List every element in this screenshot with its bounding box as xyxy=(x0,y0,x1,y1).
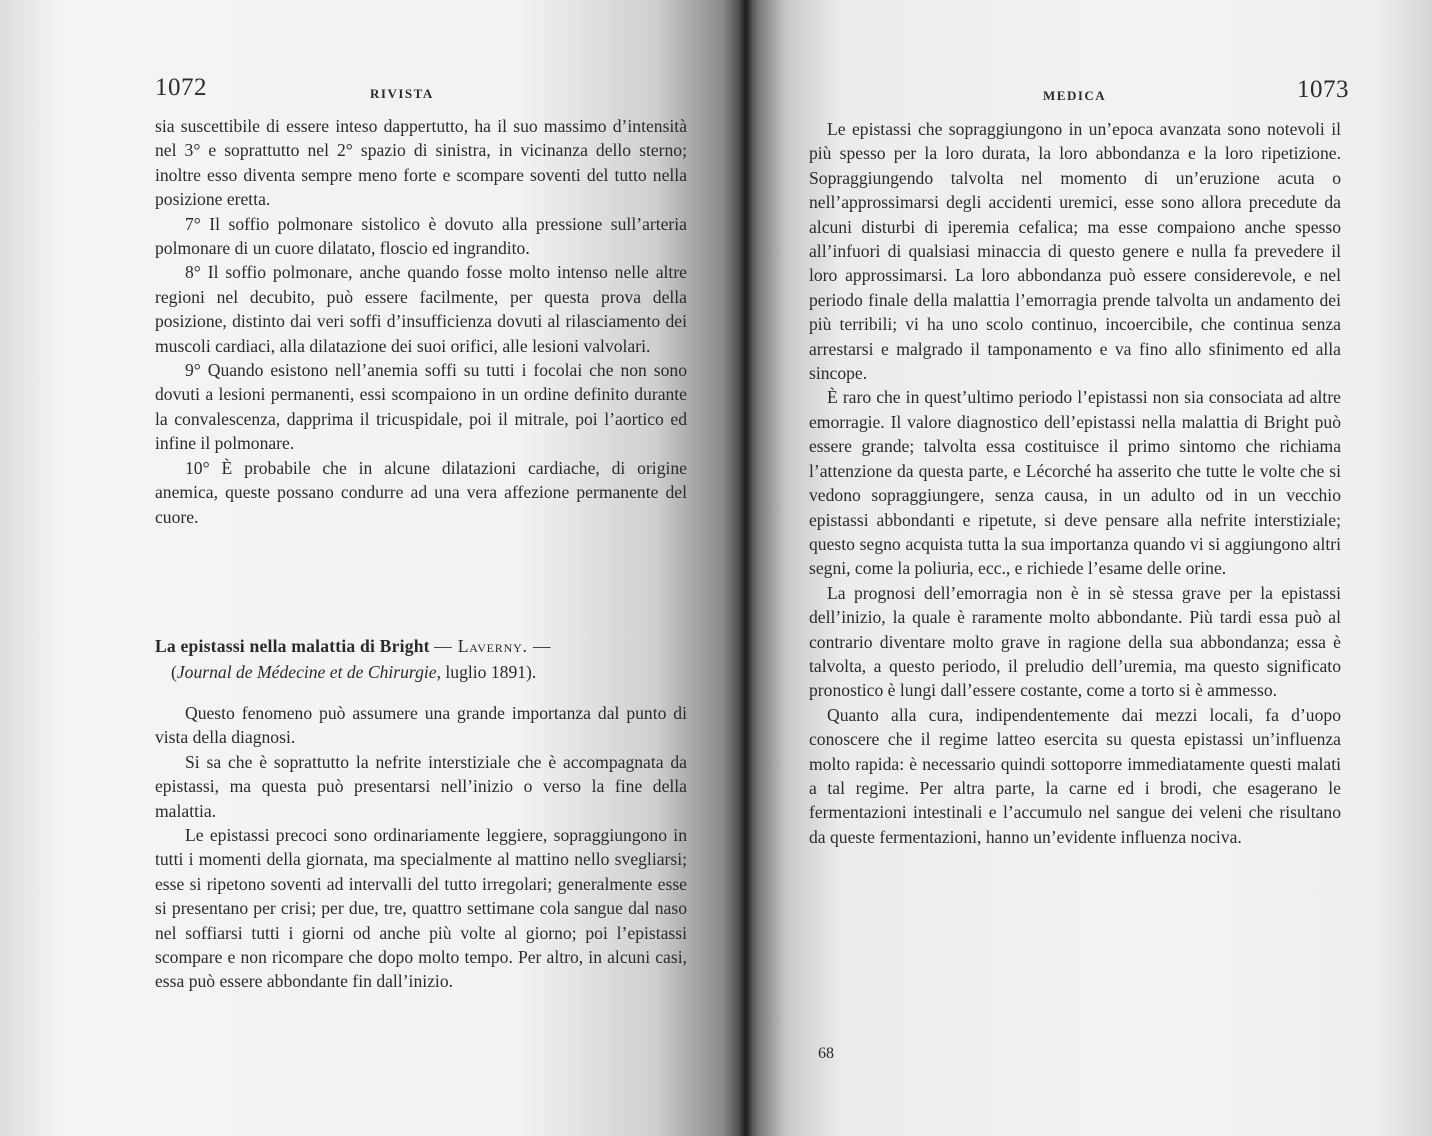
paragraph: 8° Il soffio polmonare, anche quando fosse molto intenso nelle altre regioni nel decubito, può essere facilmente, per questa prova della posizione, distinto dai veri soffi d’insufficienza dovuti al rilasciamento dei muscoli cardiaci, alla dilatazione dei suoi orifici, alle lesioni valvolari. xyxy=(155,262,687,356)
body-text xyxy=(809,117,1341,849)
paragraph: 9° Quando esistono nell’anemia soffi su tutti i focolai che non sono dovuti a lesioni permanenti, essi scompaiono in un ordine definito durante la convalescenza, dapprima il tricuspidale, poi il mitrale, poi l’aortico ed infine il polmonare. xyxy=(155,360,687,454)
paragraph: Questo fenomeno può assumere una grande importanza dal punto di vista della diagnosi. xyxy=(155,703,687,748)
paragraph: Si sa che è soprattutto la nefrite interstiziale che è accompagnata da epistassi, ma questa può presentarsi nell’inizio o verso la fine della malattia. xyxy=(155,751,687,821)
page-number: 1072 xyxy=(155,74,207,101)
paragraph: Le epistassi che sopraggiungono in un’epoca avanzata sono notevoli il più spesso per la loro durata, la loro abbondanza e la loro ripetizione. Sopraggiungendo talvolta nel momento di un’eruzione acuta o nell’approssimarsi degli accidenti uremici, esse sono allora precedute da alcuni disturbi di iperemia cefalica; ma esse compaiono anche spesso all’infuori di qualsiasi minaccia di questo genere e nulla fa prevedere il loro approssimarsi. La loro abbondanza può essere considerevole, e nel periodo finale della malattia l’emorragia prende talvolta un andamento dei più terribili; vi ha uno scolo continuo, incoercibile, che continua senza arrestarsi e malgrado il tamponamento e va fino allo sfinimento ed alla sincope. xyxy=(809,119,1341,384)
running-head: RIVISTA xyxy=(370,86,434,101)
article-date: luglio 1891). xyxy=(441,662,537,682)
body-text-top xyxy=(155,114,687,529)
paragraph: sia suscettibile di essere inteso dappertutto, ha il suo massimo d’intensità nel 3° e soprattutto nel 2° spazio di sinistra, in vicinanza dello sterno; inoltre esso diventa sempre meno forte e scompare soventi del tutto nella posizione eretta. xyxy=(155,116,687,210)
signature-number: 68 xyxy=(818,1045,834,1062)
body-text-bottom xyxy=(155,701,687,994)
paragraph: 7° Il soffio polmonare sistolico è dovuto alla pressione sull’arteria polmonare di un cuore dilatato, floscio ed ingrandito. xyxy=(155,213,687,259)
article-title: La epistassi nella malattia di Bright xyxy=(155,636,430,656)
article-source xyxy=(155,659,690,685)
paragraph: Le epistassi precoci sono ordinariamente leggiere, sopraggiungono in tutti i momenti della giornata, ma specialmente al mattino nello svegliarsi; esse si ripetono soventi ad intervalli del tutto irregolari; generalmente esse si presentano per crisi; per due, tre, quattro settimane cola sangue dal naso nel soffiarsi tutti i giorni od anche più volte al giorno; poi l’epistassi scompare e non ricompare che dopo molto tempo. Per altro, in alcuni casi, essa può essere abbondante fin dall’inizio. xyxy=(155,825,687,992)
page-number: 1073 xyxy=(1297,76,1349,103)
paragraph: È raro che in quest’ultimo periodo l’epistassi non sia consociata ad altre emorragie. Il valore diagnostico dell’epistassi nella malattia di Bright può essere grande; talvolta essa costituisce il primo sintomo che richiama l’attenzione da questa parte, e Lécorché ha asserito che tutte le volte che si vedono sopraggiungere, senza causa, in un adulto od in un vecchio epistassi abbondanti e ripetute, si deve pensare alla nefrite interstiziale; questo segno acquista tutta la sua importanza quando vi si aggiungono altri segni, come la poliuria, ecc., e richiede l’esame delle orine. xyxy=(809,387,1341,579)
right-page xyxy=(745,0,1432,1136)
source-paren: ( xyxy=(171,662,177,682)
paragraph: La prognosi dell’emorragia non è in sè stessa grave per la epistassi dell’inizio, la quale è raramente molto abbondante. Più tardi essa può al contrario diventare molto grave in ragione della sua abbondanza; essa è talvolta, a questo periodo, il preludio dell’uremia, ma questo significato pronostico è lungi dall’essere costante, come a torto si è ammesso. xyxy=(809,582,1341,701)
article-journal: Journal de Médecine et de Chirurgie, xyxy=(176,662,442,682)
running-head: MEDICA xyxy=(1043,88,1107,103)
book-gutter xyxy=(738,0,754,1136)
paragraph: Quanto alla cura, indipendentemente dai mezzi locali, fa d’uopo conoscere che il regime latteo esercita su questa epistassi un’influenza molto rapida: è necessario quindi sottoporre immediatamente questi malati a tal regime. Per altra parte, la carne ed i brodi, che esagerano le fermentazioni intestinali e l’accumulo nel sangue dei veleni che risultano da queste fermentazioni, hanno un’evidente influenza nociva. xyxy=(809,704,1341,847)
paragraph: 10° È probabile che in alcune dilatazioni cardiache, di origine anemica, queste possano condurre ad una vera affezione permanente del cuore. xyxy=(155,457,687,527)
article-author: — Laverny. — xyxy=(434,636,552,656)
article-heading xyxy=(155,633,690,685)
